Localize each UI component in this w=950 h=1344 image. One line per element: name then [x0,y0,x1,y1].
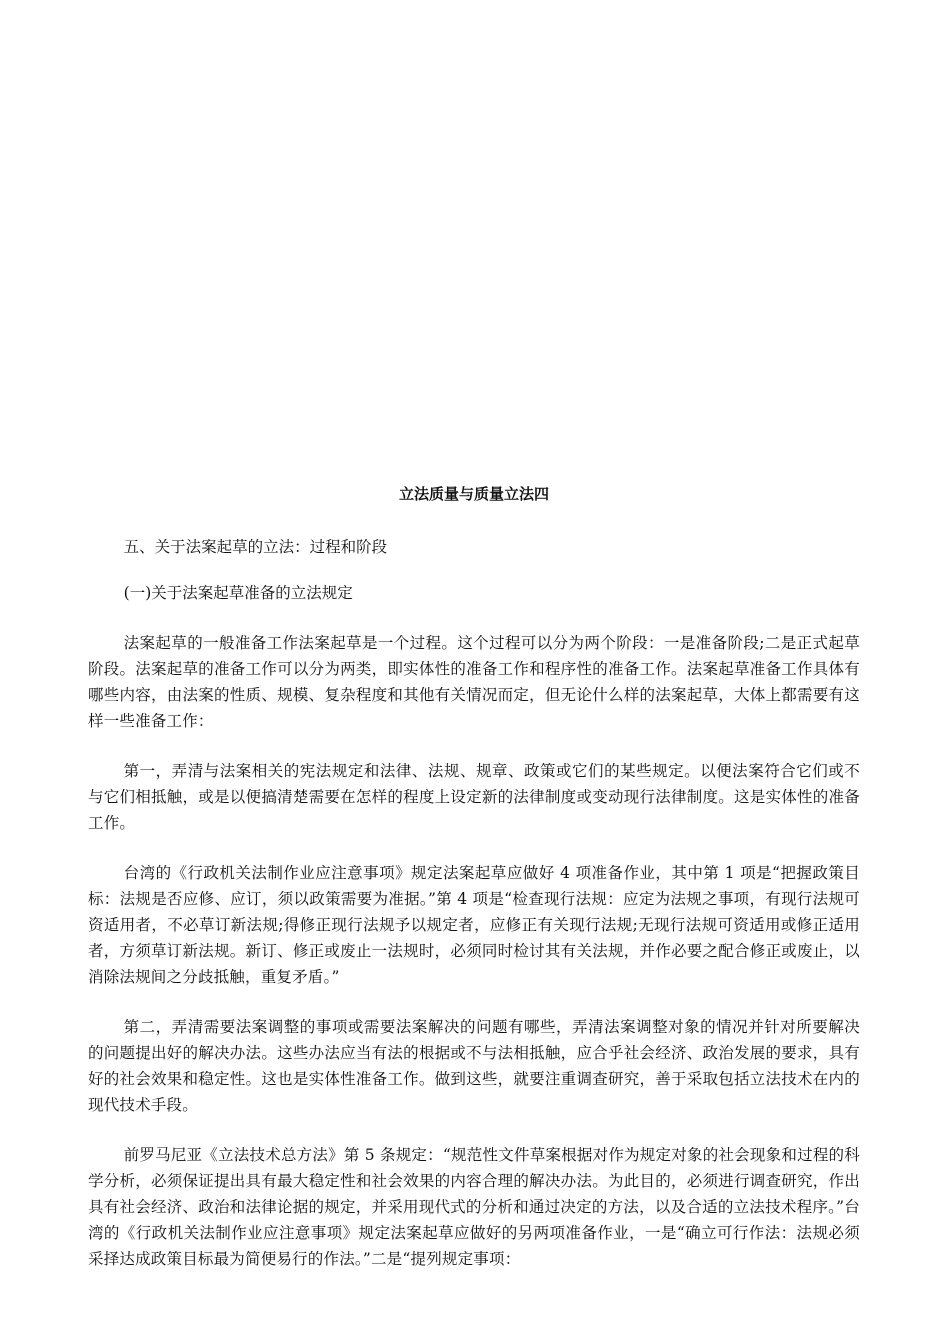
document-body [88,480,860,1296]
subsection-heading: (一)关于法案起草准备的立法规定 [123,584,353,602]
paragraph: 前罗马尼亚《立法技术总方法》第 5 条规定：“规范性文件草案根据对作为规定对象的社会现象和过程的科学分析，必须保证提出具有最大稳定性和社会效果的内容合理的解决办法。为此目的，必须进行调查研究，作出具有社会经济、政治和法律论据的规定，并采用现代式的分析和通过决定的方法，以及合适的立法技术程序。”台湾的《行政机关法制作业应注意事项》规定法案起草应做好的另两项准备作业，一是“确立可行作法：法规必须采择达成政策目标最为简便易行的作法。”二是“提列规定事项： [88,1146,860,1268]
paragraph: 第一，弄清与法案相关的宪法规定和法律、法规、规章、政策或它们的某些规定。以便法案符合它们或不与它们相抵触，或是以便搞清楚需要在怎样的程度上设定新的法律制度或变动现行法律制度。这是实体性的准备工作。 [88,762,860,832]
paragraph: 台湾的《行政机关法制作业应注意事项》规定法案起草应做好 4 项准备作业，其中第 1 项是“把握政策目标：法规是否应修、应订，须以政策需要为准据。”第 4 项是“检查现行法规：应定为法规之事项，有现行法规可资适用者，不必草订新法规;得修正现行法规予以规定者，应修正有关现行法规;无现行法规可资适用或修正适用者，方须草订新法规。新订、修正或废止一法规时，必须同时检讨其有关法规，并作必要之配合修正或废止，以消除法规间之分歧抵触，重复矛盾。” [88,864,860,986]
paragraph: 第二，弄清需要法案调整的事项或需要法案解决的问题有哪些，弄清法案调整对象的情况并针对所要解决的问题提出好的解决办法。这些办法应当有法的根据或不与法相抵触，应合乎社会经济、政治发展的要求，具有好的社会效果和稳定性。这也是实体性准备工作。做到这些，就要注重调查研究，善于采取包括立法技术在内的现代技术手段。 [88,1018,860,1114]
document-title: 立法质量与质量立法四 [398,485,549,503]
paragraph: 法案起草的一般准备工作法案起草是一个过程。这个过程可以分为两个阶段：一是准备阶段;二是正式起草阶段。法案起草的准备工作可以分为两类，即实体性的准备工作和程序性的准备工作。法案起草准备工作具体有哪些内容，由法案的性质、规模、复杂程度和其他有关情况而定，但无论什么样的法案起草，大体上都需要有这样一些准备工作： [88,634,860,730]
section-heading: 五、关于法案起草的立法：过程和阶段 [123,538,388,556]
